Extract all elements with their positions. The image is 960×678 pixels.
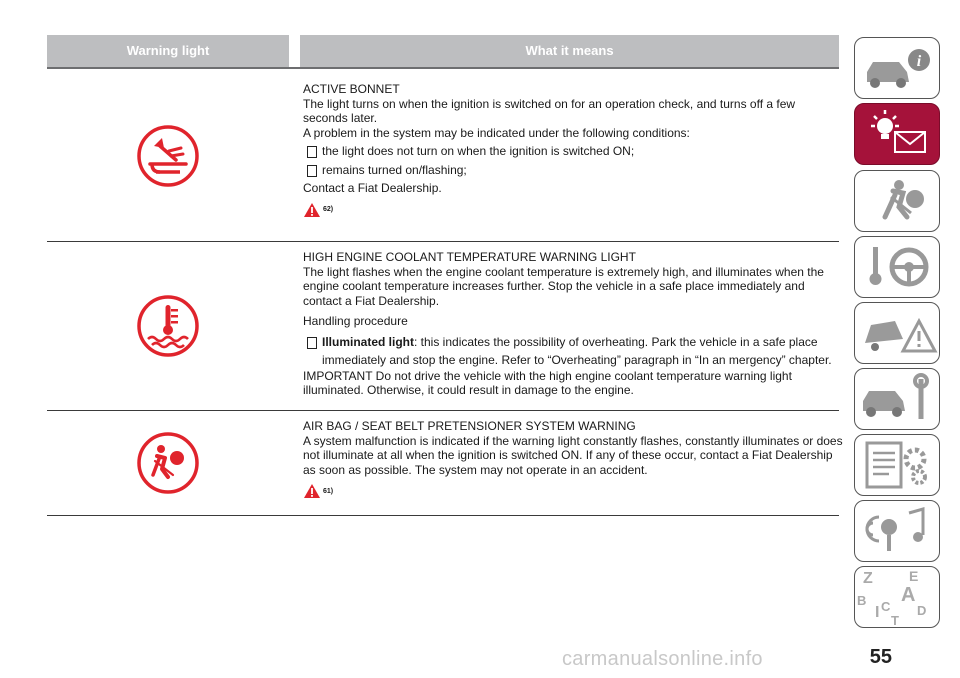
table-row <box>47 411 843 516</box>
checkbox-bullet-icon <box>307 146 317 158</box>
header-what-it-means: What it means <box>525 43 614 58</box>
technical-data-icon <box>855 435 939 495</box>
row-title: AIR BAG / SEAT BELT PRETENSIONER SYSTEM WARNING <box>303 419 636 433</box>
warning-reference: 62) <box>303 202 843 218</box>
row-footer: IMPORTANT Do not drive the vehicle with the high engine coolant temperature warning light illuminated. Otherwise, it could result in damage to the engine. <box>303 368 792 397</box>
row-text: A problem in the system may be indicated under the following conditions: <box>303 125 690 140</box>
coolant-temperature-warning-icon <box>136 294 200 358</box>
svg-text:A: A <box>901 584 916 606</box>
index-letters-icon <box>855 567 939 627</box>
row-text: The light flashes when the engine coolant temperature is extremely high, and illuminates when the engine coolant temperature increases further. Stop the vehicle in a safe place immediately and contact a Fiat Dealership. <box>303 264 824 308</box>
sidebar-tab-warning-lights[interactable] <box>854 103 940 165</box>
car-info-icon <box>855 38 939 98</box>
row-title: HIGH ENGINE COOLANT TEMPERATURE WARNING LIGHT <box>303 250 636 264</box>
list-item: Illuminated light: this indicates the possibility of overheating. Park the vehicle in a safe place immediately and stop the engine. Refer to “Overheating” paragraph in “In an mergency” chapter. <box>307 333 843 369</box>
svg-text:C: C <box>881 599 891 614</box>
svg-text:B: B <box>857 593 867 608</box>
svg-text:E: E <box>909 568 919 584</box>
sidebar-tab-technical-data[interactable] <box>854 434 940 496</box>
page-number: 55 <box>869 646 892 668</box>
table-row <box>47 70 839 242</box>
list-item: remains turned on/flashing; <box>307 163 843 178</box>
warning-triangle-icon <box>303 483 321 499</box>
sidebar-tab-maintenance[interactable] <box>854 368 940 430</box>
header-warning-light: Warning light <box>126 43 210 58</box>
warning-lights-icon <box>855 104 939 164</box>
steering-key-icon <box>855 237 939 297</box>
table-row <box>47 242 839 411</box>
list-item: the light does not turn on when the ignition is switched ON; <box>307 144 843 159</box>
watermark: carmanualsonline.info <box>562 648 763 670</box>
svg-text:Z: Z <box>863 570 873 587</box>
sidebar-tab-starting-driving[interactable] <box>854 236 940 298</box>
row-text: A system malfunction is indicated if the warning light constantly flashes, constantly illuminates or does not illuminate at all when the ignition is switched ON. If any of these occur, contact a Fiat Dealership as soon as possible. The system may not operate in an accident. <box>303 433 843 477</box>
table-header <box>47 35 839 69</box>
sidebar-tab-emergency[interactable] <box>854 302 940 364</box>
svg-text:I: I <box>875 604 880 621</box>
svg-text:D: D <box>917 603 927 618</box>
active-bonnet-warning-icon <box>136 124 200 188</box>
warning-triangle-icon <box>303 202 321 218</box>
warning-reference: 61) <box>303 483 843 499</box>
row-subheading: Handling procedure <box>303 314 408 328</box>
sidebar-tab-safety[interactable] <box>854 170 940 232</box>
sidebar-tab-index[interactable] <box>854 566 940 628</box>
checkbox-bullet-icon <box>307 165 317 177</box>
row-title: ACTIVE BONNET <box>303 82 400 96</box>
multimedia-icon <box>855 501 939 561</box>
svg-text:T: T <box>891 613 899 627</box>
airbag-warning-icon <box>136 431 200 495</box>
car-maintenance-icon <box>855 369 939 429</box>
sidebar-tab-car-info[interactable] <box>854 37 940 99</box>
emergency-crash-icon <box>855 303 939 363</box>
checkbox-bullet-icon <box>307 337 317 349</box>
safety-airbag-icon <box>855 171 939 231</box>
svg-text:i: i <box>916 53 922 70</box>
row-text: The light turns on when the ignition is switched on for an operation check, and turns off a few seconds later. <box>303 96 796 125</box>
row-footer: Contact a Fiat Dealership. <box>303 181 442 195</box>
sidebar-tab-multimedia[interactable] <box>854 500 940 562</box>
